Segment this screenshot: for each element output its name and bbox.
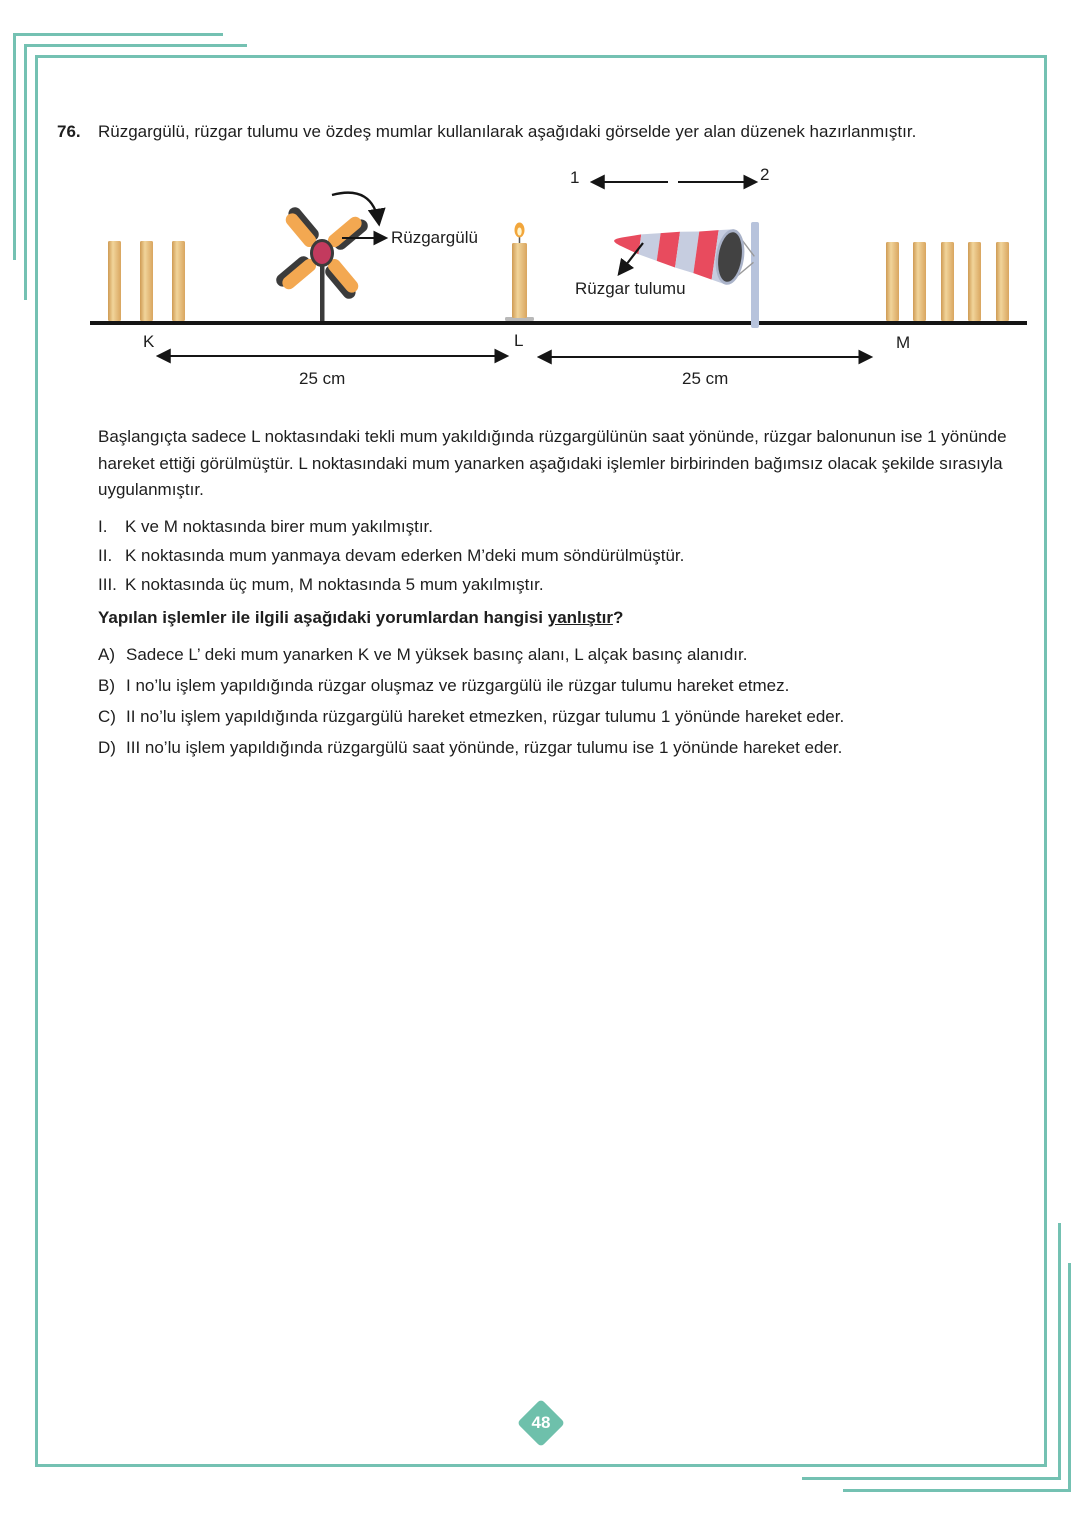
statement-2	[98, 541, 1016, 570]
pinwheel-label: Rüzgargülü	[391, 228, 478, 247]
ground-line	[90, 321, 1027, 325]
option-c-text: II no’lu işlem yapıldığında rüzgargülü hareket etmezken, rüzgar tulumu 1 yönünde hareket eder.	[126, 707, 845, 726]
answer-options	[98, 646, 1038, 770]
windsock-label: Rüzgar tulumu	[575, 279, 686, 298]
statement-2-numeral: II.	[98, 546, 113, 565]
option-a-text: Sadece L’ deki mum yanarken K ve M yüksek basınç alanı, L alçak basınç alanıdır.	[126, 645, 748, 664]
question-prompt	[98, 608, 1016, 628]
option-d	[98, 739, 1038, 757]
option-b-text: I no’lu işlem yapıldığında rüzgar oluşmaz ve rüzgargülü ile rüzgar tulumu hareket etmez.	[126, 676, 790, 695]
option-c-label: C)	[98, 707, 116, 726]
statement-2-text: K noktasında mum yanmaya devam ederken M’deki mum söndürülmüştür.	[125, 546, 685, 565]
point-label-k: K	[143, 332, 155, 351]
question-number: 76.	[57, 122, 81, 141]
statement-list	[98, 512, 1016, 599]
option-d-label: D)	[98, 738, 116, 757]
prompt-suffix: ?	[612, 608, 624, 627]
statement-1	[98, 512, 1016, 541]
candle-at-l	[505, 223, 534, 322]
page-number: 48	[531, 1413, 551, 1432]
statement-3	[98, 570, 1016, 599]
prompt-prefix: Yapılan işlemler ile ilgili aşağıdaki yorumlardan hangisi	[98, 608, 548, 627]
question-paragraph: Başlangıçta sadece L noktasındaki tekli mum yakıldığında rüzgargülünün saat yönünde, rüzgar balonunun ise 1 yönünde hareket ettiği görülmüştür. L noktasındaki mum yanarken aşağıdaki işlemler birbirinden bağımsız olacak şekilde sırasıyla uygulanmıştır.	[98, 427, 1007, 499]
option-a	[98, 646, 1038, 664]
distance-label-lm: 25 cm	[682, 369, 729, 388]
page-number-badge	[517, 1399, 565, 1447]
candles-at-m	[886, 242, 1009, 321]
direction-label-2: 2	[760, 165, 770, 184]
option-a-label: A)	[98, 645, 115, 664]
option-b	[98, 677, 1038, 695]
windsock-pole	[751, 222, 759, 328]
direction-label-1: 1	[570, 168, 580, 187]
experiment-diagram	[90, 160, 1030, 405]
option-d-text: III no’lu işlem yapıldığında rüzgargülü saat yönünde, rüzgar tulumu ise 1 yönünde hareket eder.	[126, 738, 843, 757]
option-b-label: B)	[98, 676, 115, 695]
statement-3-text: K noktasında üç mum, M noktasında 5 mum yakılmıştır.	[125, 575, 544, 594]
frame-echo-bottom-right-outer	[843, 1263, 1071, 1492]
pinwheel-hub	[312, 241, 333, 266]
statement-3-numeral: III.	[98, 575, 117, 594]
pinwheel-icon	[274, 205, 371, 321]
statement-1-numeral: I.	[98, 517, 108, 536]
point-label-m: M	[896, 333, 911, 352]
prompt-underlined-word: yanlıştır	[547, 608, 613, 627]
statement-1-text: K ve M noktasında birer mum yakılmıştır.	[125, 517, 433, 536]
windsock-icon	[610, 213, 757, 288]
question-header	[57, 121, 1012, 143]
question-intro-text: Rüzgargülü, rüzgar tulumu ve özdeş mumlar kullanılarak aşağıdaki görselde yer alan düzenek hazırlanmıştır.	[98, 122, 917, 141]
candles-at-k	[108, 241, 185, 321]
option-c	[98, 708, 1038, 726]
point-label-l: L	[514, 331, 524, 350]
distance-label-kl: 25 cm	[299, 369, 346, 388]
